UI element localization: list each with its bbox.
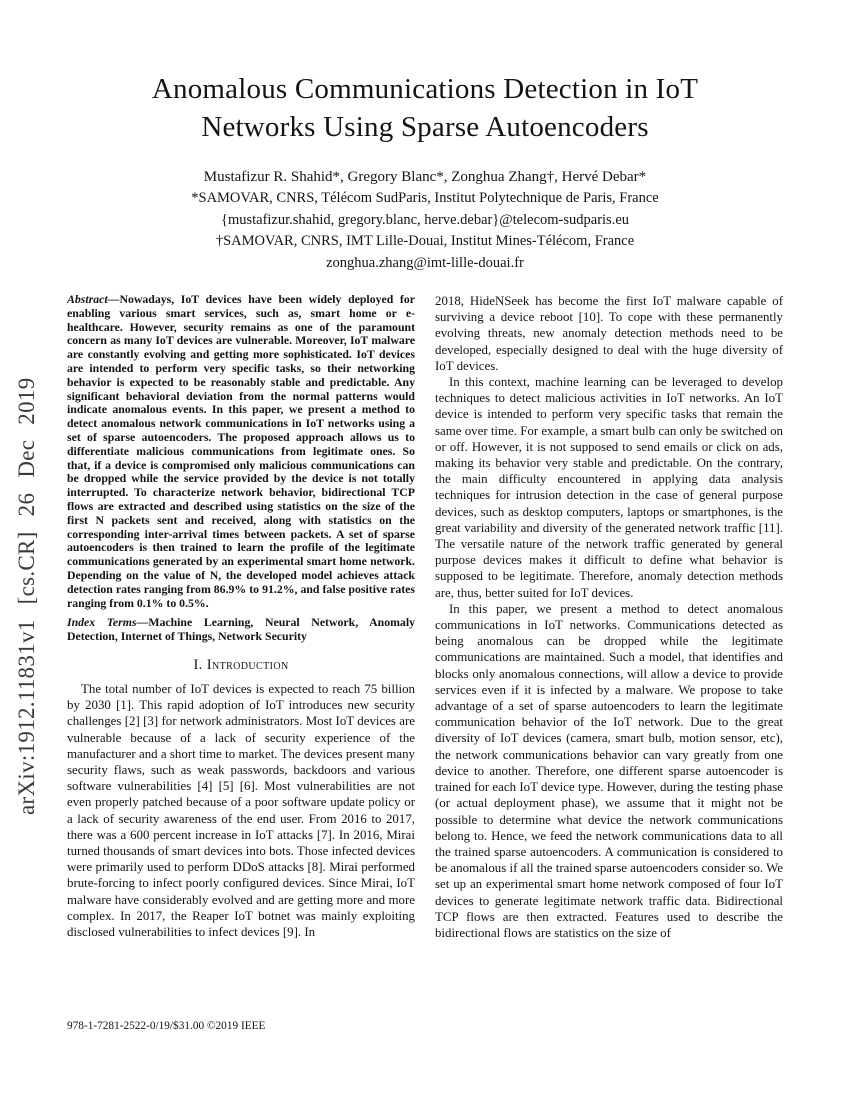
introduction-paragraph: The total number of IoT devices is expected to reach 75 billion by 2030 [1]. This rapid adoption of IoT introduces new security challenges [2] [3] for network administrators. Most IoT devices are vulnerable because of a lack of security experience of the manufacturer and a short time to market. The devices present many security flaws, such as weak passwords, backdoors and various software vulnerabilities [4] [5] [6]. Most vulnerabilities are not even properly patched because of a poor software update policy or a lack of security awareness of the end user. From 2016 to 2017, there was a 600 percent increase in IoT attacks [7]. In 2016, Mirai turned thousands of smart devices into bots. Those infected devices were primarily used to perform DDoS attacks [8]. Mirai performed brute-forcing to infect poorly configured devices. Since Mirai, IoT malware have considerably evolved and are getting more and more complex. In 2017, the Reaper IoT botnet was mainly exploiting disclosed vulnerabilities to infect devices [9]. In bbox=[67, 681, 415, 939]
affiliation-1: *SAMOVAR, CNRS, Télécom SudParis, Institut Polytechnique de Paris, France bbox=[191, 190, 659, 206]
section-heading-introduction: I. Introduction bbox=[193, 656, 289, 673]
left-column bbox=[67, 293, 415, 941]
contribution-paragraph: In this paper, we present a method to detect anomalous communications in IoT networks. Communications detected as being anomalous can be dropped while the legitimate communications are maintained. Such a model, that identifies and blocks only anomalous connections, will allow a device to provide services even if it is infected by a malware. We propose to take advantage of a set of sparse autoencoders to learn the legitimate communication behavior of the IoT network. Due to the great diversity of IoT devices (camera, smart bulb, motion sensor, etc), the network communications behavior can vary greatly from one device to another. Therefore, one different sparse autoencoder is trained for each IoT device type. However, during the testing phase (or actual deployment phase), we assume that it might not be possible to determine what device the network communications belong to. Hence, we feed the network communications data to all the trained sparse autoencoders. A communication is considered to be anomalous if all the trained sparse autoencoders consider so. We set up an experimental smart home network composed of four IoT devices to generate legitimate network traffic data. Bidirectional TCP flows are then extracted. Features used to describe the bidirectional flows are statistics on the size of bbox=[435, 601, 783, 940]
paper-header bbox=[0, 70, 850, 274]
copyright-note: 978-1-7281-2522-0/19/$31.00 ©2019 IEEE bbox=[67, 1020, 266, 1032]
context-paragraph: In this context, machine learning can be leveraged to develop techniques to detect malicious activities in IoT networks. An IoT device is intended to perform very specific tasks that remain the same over time. For example, a smart bulb can only be switched on or off. However, it is not supposed to send emails or click on ads, making its behavior very stable and predictable. On the contrary, the main difficulty encountered in applying data analysis techniques for intrusion detection in the case of general purpose devices, such as desktop computers, laptops or smartphones, is the great variability and diversity of the generated network traffic [11]. The versatile nature of the network traffic generated by general purpose devices makes it difficult to define what behavior is supposed to be legitimate. Therefore, anomaly detection methods are, thus, better suited for IoT devices. bbox=[435, 375, 783, 600]
abstract-label: Abstract— bbox=[67, 292, 120, 306]
email-2: zonghua.zhang@imt-lille-douai.fr bbox=[326, 254, 524, 271]
affiliation-2: †SAMOVAR, CNRS, IMT Lille-Douai, Institut Mines-Télécom, France bbox=[215, 233, 635, 249]
right-column bbox=[435, 293, 783, 941]
two-column-body bbox=[67, 293, 783, 941]
abstract-paragraph bbox=[67, 293, 415, 610]
arxiv-watermark: arXiv:1912.11831v1 [cs.CR] 26 Dec 2019 bbox=[14, 377, 39, 815]
index-terms-label: Index Terms— bbox=[67, 615, 149, 630]
index-terms-text: Machine Learning, Neural Network, Anomaly Detection, Internet of Things, Network Security bbox=[67, 615, 415, 644]
email-group-1: {mustafizur.shahid, gregory.blanc, herve.debar}@telecom-sudparis.eu bbox=[220, 211, 630, 228]
index-terms bbox=[67, 616, 415, 644]
paper-title-line2: Networks Using Sparse Autoencoders bbox=[201, 111, 649, 143]
paper-title bbox=[0, 70, 850, 146]
continuation-paragraph: 2018, HideNSeek has become the first IoT malware capable of surviving a device reboot [10]. To cope with these permanently evolving threats, new anomaly detection methods need to be developed, especially designed to deal with the huge diversity of IoT devices. bbox=[435, 294, 783, 373]
paper-title-line1: Anomalous Communications Detection in IoT bbox=[151, 73, 699, 105]
authors-line: Mustafizur R. Shahid*, Gregory Blanc*, Zonghua Zhang†, Hervé Debar* bbox=[203, 169, 647, 185]
abstract-text: Nowadays, IoT devices have been widely deployed for enabling various smart services, such as, smart home or e-healthcare. However, security remains as one of the paramount concern as many IoT devices are vulnerable. Moreover, IoT malware are constantly evolving and getting more sophisticated. IoT devices are intended to perform very specific tasks, so their networking behavior is expected to be reasonably stable and predictable. Any significant behavioral deviation from the normal patterns would indicate anomalous events. In this paper, we present a method to detect anomalous network communications in IoT networks using a set of sparse autoencoders. The proposed approach allows us to differentiate malicious communications from legitimate ones. So that, if a device is compromised only malicious communications can be dropped while the service provided by the device is not totally interrupted. To characterize network behavior, bidirectional TCP flows are extracted and described using statistics on the size of the first N packets sent and received, along with statistics on the corresponding inter-arrival times between packets. A set of sparse autoencoders is then trained to learn the profile of the legitimate communications generated by an experimental smart home network. Depending on the value of N, the developed model achieves attack detection rates ranging from 86.9% to 91.2%, and false positive rates ranging from 0.1% to 0.5%. bbox=[67, 292, 415, 610]
